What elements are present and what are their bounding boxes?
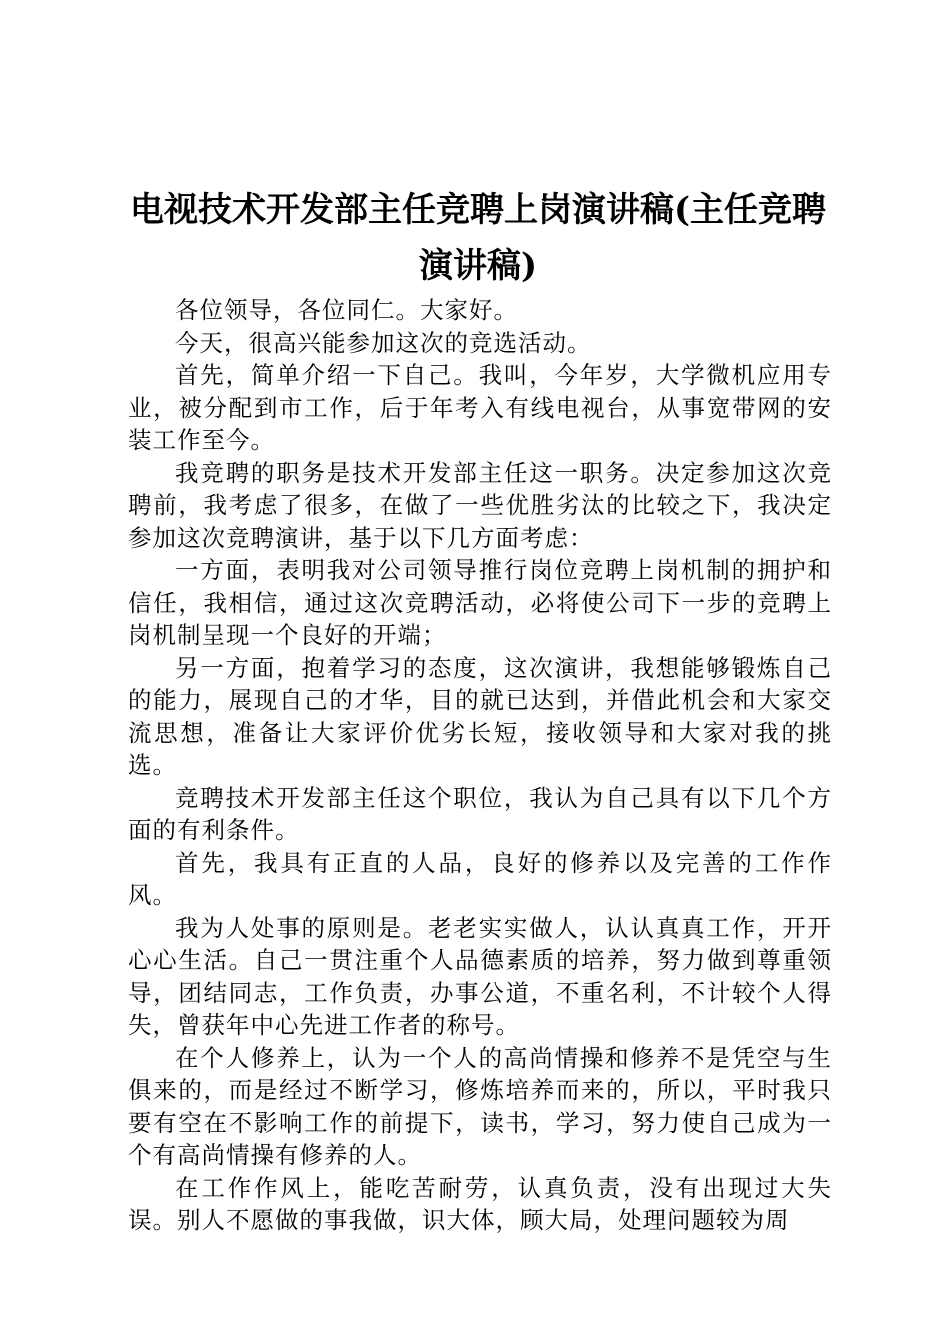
paragraph: 今天，很高兴能参加这次的竞选活动。 — [175, 328, 592, 357]
paragraph: 一方面，表明我对公司领导推行岗位竞聘上岗机制的拥护和信任，我相信，通过这次竞聘活动，必将使公司下一步的竞聘上岗机制呈现一个良好的开端； — [128, 556, 832, 649]
paragraph: 在工作作风上，能吃苦耐劳，认真负责，没有出现过大失误。别人不愿做的事我做，识大体，顾大局，处理问题较为周 — [128, 1173, 832, 1234]
paragraph: 各位领导，各位同仁。大家好。 — [175, 296, 518, 324]
paragraph: 首先，我具有正直的人品，良好的修养以及完善的工作作风。 — [128, 848, 832, 909]
document-title: 电视技术开发部主任竞聘上岗演讲稿(主任竞聘演讲稿) — [129, 190, 827, 286]
document-body — [128, 294, 832, 1237]
paragraph: 在个人修养上，认为一个人的高尚情操和修养不是凭空与生俱来的，而是经过不断学习，修炼培养而来的，所以，平时我只要有空在不影响工作的前提下，读书，学习，努力使自己成为一个有高尚情操有修养的人。 — [128, 1043, 832, 1169]
paragraph: 竞聘技术开发部主任这个职位，我认为自己具有以下几个方面的有利条件。 — [128, 783, 832, 844]
paragraph: 另一方面，抱着学习的态度，这次演讲，我想能够锻炼自己的能力，展现自己的才华，目的就已达到，并借此机会和大家交流思想，准备让大家评价优劣长短，接收领导和大家对我的挑选。 — [128, 653, 832, 779]
paragraph: 我竞聘的职务是技术开发部主任这一职务。决定参加这次竞聘前，我考虑了很多，在做了一些优胜劣汰的比较之下，我决定参加这次竞聘演讲，基于以下几方面考虑： — [128, 458, 832, 552]
paragraph: 我为人处事的原则是。老老实实做人，认认真真工作，开开心心生活。自己一贯注重个人品德素质的培养，努力做到尊重领导，团结同志，工作负责，办事公道，不重名利，不计较个人得失，曾获年中心先进工作者的称号。 — [128, 913, 832, 1039]
paragraph: 首先，简单介绍一下自己。我叫，今年岁，大学微机应用专业，被分配到市工作，后于年考入有线电视台，从事宽带网的安装工作至今。 — [128, 361, 832, 454]
